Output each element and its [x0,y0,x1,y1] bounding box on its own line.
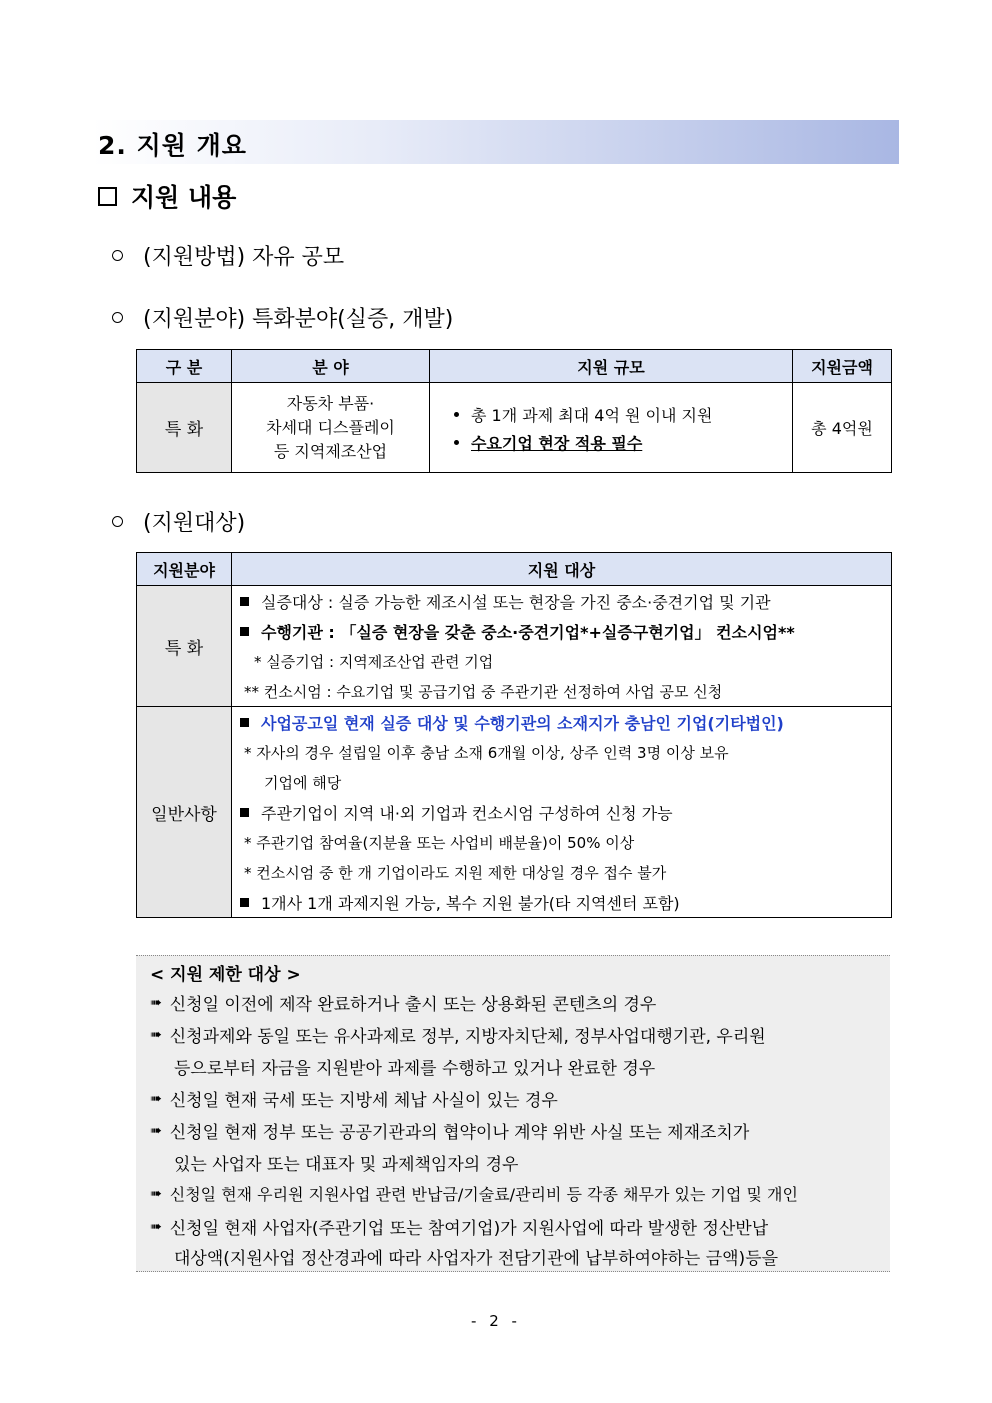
table-header-cell: 지원 대상 [232,553,892,586]
footnote: * 컨소시엄 중 한 개 기업이라도 지원 제한 대상일 경우 접수 불가 [244,863,667,882]
footnote: * 실증기업 : 지역제조산업 관련 기업 [254,652,494,671]
general-content-cell [232,707,892,918]
list-item-text: 1개사 1개 과제지원 가능, 복수 지원 불가(타 지역센터 포함) [261,893,680,913]
sub-heading-text: 지원 내용 [131,183,237,212]
footnote: * 자사의 경우 설립일 이후 충남 소재 6개월 이상, 상주 인력 3명 이상 보유 [244,743,729,762]
bullet-method [112,240,344,271]
table-header-row [137,553,892,586]
support-scale-table [136,349,892,473]
field-line: 자동차 부품· [286,393,375,413]
bullet-field [112,302,453,333]
bullet-field-text: (지원분야) 특화분야(실증, 개발) [143,307,454,332]
restriction-item [150,1022,766,1047]
arrow-right-icon: ➠ [150,1185,162,1202]
restriction-continuation: 대상액(지원사업 정산경과에 따라 사업자가 전담기관에 납부하여야하는 금액)등을 [174,1249,779,1269]
special-content-cell [232,586,892,707]
category-cell: 특 화 [137,383,232,473]
list-item [240,586,883,616]
restriction-text: 신청일 현재 우리원 지원사업 관련 반납금/기술료/관리비 등 각종 채무가 있는 기업 및 개인 [169,1185,798,1204]
restriction-continuation: 등으로부터 자금을 지원받아 과제를 수행하고 있거나 완료한 경우 [174,1059,656,1079]
restriction-title: < 지원 제한 대상 > [150,965,301,985]
page-number: - 2 - [471,1312,521,1330]
circle-outline-icon [112,250,123,261]
bullet-target-text: (지원대상) [143,511,246,536]
table-header-cell: 지원분야 [137,553,232,586]
restriction-text: 신청일 이전에 제작 완료하거나 출시 또는 상용화된 콘텐츠의 경우 [169,995,657,1015]
footnote: ** 컨소시엄 : 수요기업 및 공급기업 중 주관기관 선정하여 사업 공모 신청 [244,682,723,701]
table-header-cell: 지원금액 [793,350,892,383]
circle-outline-icon [112,516,123,527]
field-line: 등 지역제조산업 [273,441,388,461]
restriction-continuation: 있는 사업자 또는 대표자 및 과제책임자의 경우 [174,1155,519,1175]
field-cell [232,383,430,473]
arrow-right-icon: ➠ [150,994,162,1011]
table-header-cell: 분 야 [232,350,430,383]
list-item-text: 수행기관 : 「실증 현장을 갖춘 중소·중견기업*+실증구현기업」 컨소시엄** [261,622,795,642]
list-item [240,797,883,827]
list-item [240,616,883,646]
table-row-general [137,707,892,918]
restriction-text: 신청일 현재 국세 또는 지방세 체납 사실이 있는 경우 [169,1091,558,1111]
footnote: * 주관기업 참여율(지분율 또는 사업비 배분율)이 50% 이상 [244,833,635,852]
scale-item-text: 수요기업 현장 적용 필수 [471,434,643,453]
table-header-cell: 지원 규모 [430,350,793,383]
arrow-right-icon: ➠ [150,1026,162,1043]
list-item [240,707,883,737]
square-outline-icon [98,187,117,206]
black-square-icon [240,808,249,817]
restriction-item [150,990,656,1015]
dot-icon [454,440,459,445]
table-row-special [137,586,892,707]
list-item-text: 사업공고일 현재 실증 대상 및 수행기관의 소재지가 충남인 기업(기타법인) [261,713,784,733]
restriction-item [150,1214,768,1239]
bullet-target [112,506,245,537]
list-item-text: 실증대상 : 실증 가능한 제조시설 또는 현장을 가진 중소·중견기업 및 기관 [261,592,771,612]
scale-item [448,400,786,430]
restriction-item [150,1118,749,1143]
black-square-icon [240,597,249,606]
section-title: 2. 지원 개요 [98,131,247,160]
bullet-method-text: (지원방법) 자유 공모 [143,245,345,270]
restriction-text: 신청일 현재 사업자(주관기업 또는 참여기업)가 지원사업에 따라 발생한 정산반납 [169,1219,769,1239]
scale-cell [430,383,793,473]
restriction-text: 신청일 현재 정부 또는 공공기관과의 협약이나 계약 위반 사실 또는 제재조치가 [169,1123,750,1143]
black-square-icon [240,898,249,907]
list-item [240,887,883,917]
table-header-row [137,350,892,383]
arrow-right-icon: ➠ [150,1122,162,1139]
circle-outline-icon [112,312,123,323]
list-item-text: 주관기업이 지역 내·외 기업과 컨소시엄 구성하여 신청 가능 [261,803,673,823]
scale-item [448,430,786,456]
black-square-icon [240,627,249,636]
table-row [137,383,892,473]
amount-cell: 총 4억원 [793,383,892,473]
sub-heading [98,178,236,214]
restriction-item [150,1086,558,1111]
footnote: 기업에 해당 [264,773,342,792]
special-label-cell: 특 화 [137,586,232,707]
black-square-icon [240,718,249,727]
dot-icon [454,412,459,417]
scale-item-text: 총 1개 과제 최대 4억 원 이내 지원 [471,406,713,425]
arrow-right-icon: ➠ [150,1218,162,1235]
support-target-table [136,552,892,918]
restriction-text: 신청과제와 동일 또는 유사과제로 정부, 지방자치단체, 정부사업대행기관, 우리원 [169,1027,766,1047]
restriction-box [136,955,890,1272]
table-header-cell: 구 분 [137,350,232,383]
field-line: 차세대 디스플레이 [266,417,395,437]
general-label-cell: 일반사항 [137,707,232,918]
arrow-right-icon: ➠ [150,1090,162,1107]
restriction-item [150,1182,798,1205]
